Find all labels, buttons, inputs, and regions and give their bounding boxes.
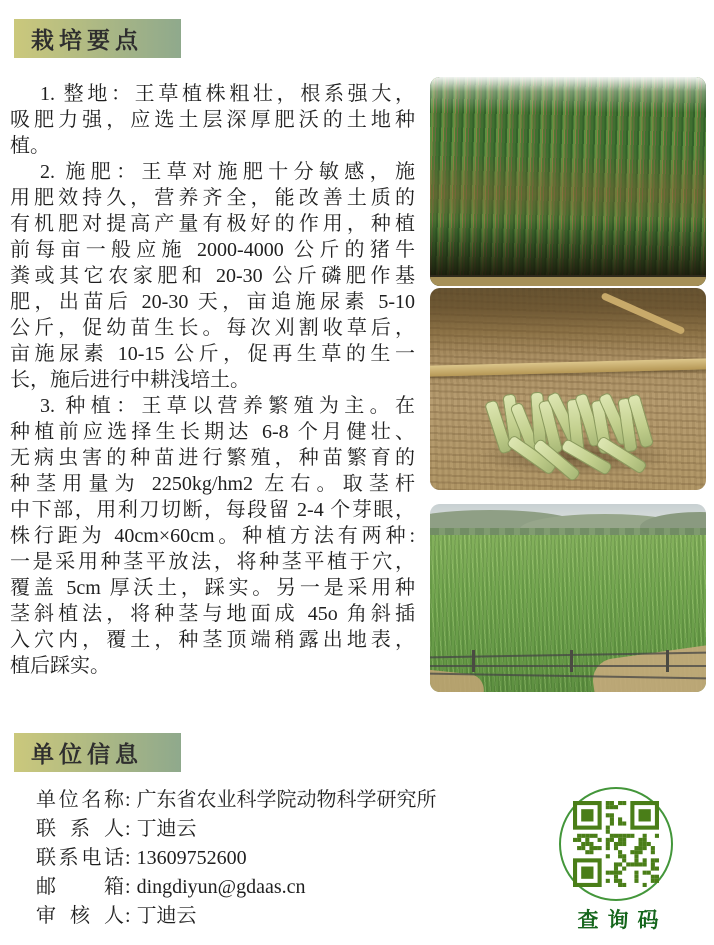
qr-code-circle xyxy=(559,787,673,901)
body-text-line: 有机肥对提高产量有极好的作用，种植 xyxy=(10,213,415,235)
body-text-line: 1. 整地：王草植株粗壮，根系强大， xyxy=(40,83,415,105)
fence-post xyxy=(570,650,573,672)
qr-code-icon xyxy=(573,801,659,887)
body-text-line: 中下部，用利刀切断，每段留 2-4 个芽眼， xyxy=(10,499,415,521)
field-value: dingdiyun@gdaas.cn xyxy=(136,876,306,898)
colon: : xyxy=(125,876,131,898)
colon: : xyxy=(125,905,131,927)
body-text-line: 亩施尿素 10-15 公斤，促再生草的生一 xyxy=(10,343,415,365)
contact-row xyxy=(36,844,496,873)
body-text-line: 覆盖 5cm 厚沃土，踩实。另一是采用种 xyxy=(10,577,415,599)
contact-row xyxy=(36,902,496,931)
section-title: 单位信息 xyxy=(31,741,143,767)
field-label: 联系电话 xyxy=(36,847,124,869)
contact-row xyxy=(36,815,496,844)
body-text-line: 株行距为 40cm×60cm。种植方法有两种: xyxy=(10,525,415,547)
unit-contact-info xyxy=(36,786,496,931)
field-value: 广东省农业科学院动物科学研究所 xyxy=(136,789,437,811)
wooden-pole xyxy=(430,275,706,286)
photo-grass-field-landscape xyxy=(430,504,706,692)
body-text-line: 2. 施肥：王草对施肥十分敏感，施 xyxy=(40,161,415,183)
fence-post xyxy=(666,650,669,672)
body-text-line: 茎斜植法，将种茎与地面成 45o 角斜插 xyxy=(10,603,415,625)
grass-texture xyxy=(430,77,706,286)
body-text-line: 粪或其它农家肥和 20-30 公斤磷肥作基 xyxy=(10,265,415,287)
field-value: 丁迪云 xyxy=(136,818,197,840)
field-label: 邮箱 xyxy=(36,876,124,898)
contact-row xyxy=(36,873,496,902)
cultivation-text xyxy=(10,81,415,679)
body-text-line: 前每亩一般应施 2000-4000 公斤的猪牛 xyxy=(10,239,415,261)
photo-king-grass-stand xyxy=(430,77,706,286)
body-text-line: 用肥效持久，营养齐全，能改善土质的 xyxy=(10,187,415,209)
colon: : xyxy=(125,818,131,840)
fence-post xyxy=(472,650,475,672)
body-text-line: 植后踩实。 xyxy=(10,655,110,677)
field-value: 丁迪云 xyxy=(136,905,197,927)
body-text-line: 入穴内，覆土，种茎顶端稍露出地表， xyxy=(10,629,415,651)
colon: : xyxy=(125,789,131,811)
contact-row xyxy=(36,786,496,815)
section-header-cultivation xyxy=(14,19,181,58)
colon: : xyxy=(125,847,131,869)
body-text-line: 肥，出苗后 20-30 天，亩追施尿素 5-10 xyxy=(10,291,415,313)
body-text-line: 公斤，促幼苗生长。每次刈割收草后， xyxy=(10,317,415,339)
body-text-line: 长，施后进行中耕浅培土。 xyxy=(10,369,250,391)
body-text-line: 无病虫害的种苗进行繁殖，种苗繁育的 xyxy=(10,447,415,469)
body-text-line: 吸肥力强，应选土层深厚肥沃的土地种 xyxy=(10,109,415,131)
section-title: 栽培要点 xyxy=(31,27,143,53)
body-text-line: 种植前应选择生长期达 6-8 个月健壮、 xyxy=(10,421,415,443)
body-text-line: 植。 xyxy=(10,135,50,157)
field-value: 13609752600 xyxy=(136,847,247,869)
field-label: 审核人 xyxy=(36,905,124,927)
field-label: 单位名称 xyxy=(36,789,124,811)
body-text-line: 一是采用种茎平放法，将种茎平植于穴， xyxy=(10,551,415,573)
body-text-line: 3. 种植：王草以营养繁殖为主。在 xyxy=(40,395,415,417)
field-label: 联系人 xyxy=(36,818,124,840)
section-header-unit-info xyxy=(14,733,181,772)
qr-code-label: 查询码 xyxy=(577,909,668,932)
photo-seed-stem-cuttings xyxy=(430,288,706,490)
body-text-line: 种茎用量为 2250kg/hm2 左右。取茎杆 xyxy=(10,473,415,495)
